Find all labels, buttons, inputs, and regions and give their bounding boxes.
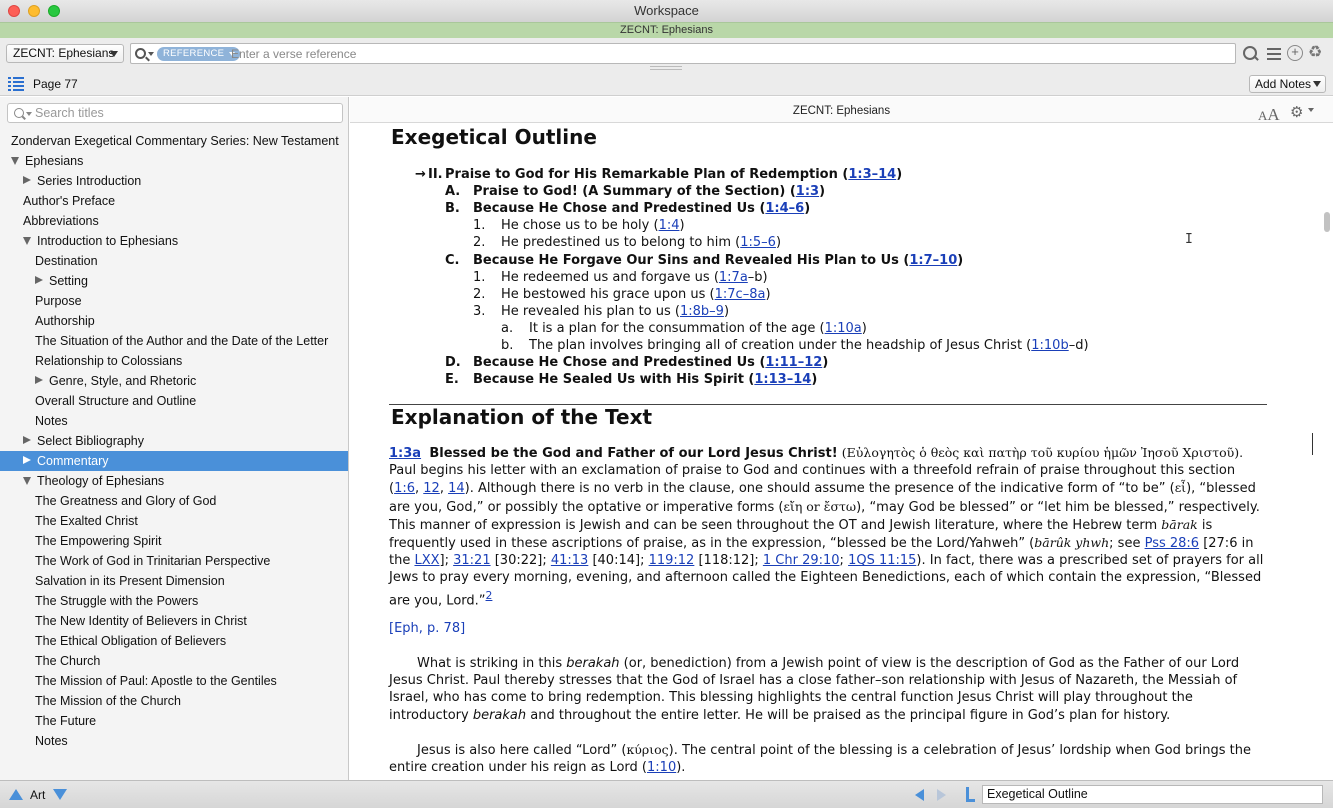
disclosure-open-icon[interactable] [23,237,31,245]
share-icon[interactable]: ♻ [1308,44,1323,61]
outline-text: Praise to God for His Remarkable Plan of Redemption (1:3–14) [445,167,903,182]
outline-marker: 1. [473,218,486,234]
footnote-link[interactable]: 2 [485,588,493,602]
outline-text: Praise to God! (A Summary of the Section) (1:3) [473,184,826,200]
sidebar-item-label: Purpose [35,294,82,308]
page-bar [0,72,1333,96]
outline-marker: D. [445,355,461,371]
sidebar-item[interactable] [0,631,349,651]
outline-text: He revealed his plan to us (1:8b–9) [501,303,730,319]
chevron-down-icon [110,51,118,57]
resource-select[interactable] [6,44,124,63]
sidebar-item[interactable] [0,551,349,571]
sidebar-item[interactable] [0,671,349,691]
reference-box [130,43,1236,64]
outline-marker: A. [445,184,461,200]
outline-ref-link[interactable]: 1:4–6 [765,201,805,217]
zoom-window-button[interactable] [48,5,60,17]
list-icon[interactable] [1265,45,1283,63]
outline-ref-link[interactable]: 1:13–14 [754,372,812,388]
outline-ref-link[interactable]: 1:8b–9 [679,303,724,319]
sidebar-item[interactable] [0,331,349,351]
ref-link[interactable]: 41:13 [550,553,589,569]
outline-text: It is a plan for the consummation of the age (1:10a) [529,320,867,336]
verse-reference-input[interactable] [231,45,1221,62]
outline-text: Because He Forgave Our Sins and Revealed His Plan to Us (1:7–10) [473,252,964,268]
search-resource-icon[interactable] [1242,45,1260,63]
outline-text: He redeemed us and forgave us (1:7a–b) [501,269,768,285]
sidebar-item[interactable] [0,151,349,171]
verse-link-1-3a[interactable]: 1:3a [389,446,422,461]
disclosure-open-icon[interactable] [23,477,31,485]
sidebar-item-label: The Mission of Paul: Apostle to the Gentiles [35,674,277,688]
outline-text: He predestined us to belong to him (1:5–6) [501,235,782,251]
ref-link[interactable]: 1QS 11:15 [848,553,917,569]
disclosure-closed-icon[interactable] [35,276,43,284]
status-bar [0,780,1333,808]
sidebar-item-label: Author's Preface [23,194,116,208]
sidebar-item-label: Overall Structure and Outline [35,394,197,408]
ref-link[interactable]: LXX [414,553,440,569]
font-size-icon[interactable]: AA [1258,105,1280,124]
add-notes-button[interactable] [1249,75,1326,93]
sidebar-item-label: The New Identity of Believers in Christ [35,614,247,628]
sidebar-item[interactable] [0,451,349,471]
sidebar [0,97,349,780]
outline-text: The plan involves bringing all of creation under the headship of Jesus Christ (1:10b–d) [529,338,1089,353]
outline-ref-link[interactable]: 1:7a [718,269,748,285]
sidebar-item[interactable] [0,251,349,271]
art-label: Art [30,788,46,802]
sidebar-item-label: The Exalted Christ [35,514,138,528]
sidebar-item[interactable] [0,491,349,511]
sidebar-item[interactable] [0,651,349,671]
outline-text: Because He Chose and Predestined Us (1:4–6) [473,201,811,217]
minimize-window-button[interactable] [28,5,40,17]
sidebar-item-label: The Mission of the Church [35,694,181,708]
outline-marker: 2. [473,235,486,251]
sidebar-item-label: The Church [35,654,101,668]
verse-text: Blessed be the God and Father of our Lord Jesus Christ! [429,446,838,461]
page-number: Page 77 [33,77,78,91]
outline-ref-link[interactable]: 1:3 [795,184,820,200]
outline-marker: b. [501,338,514,353]
sidebar-item-label: Notes [35,734,68,748]
sidebar-item-label: Zondervan Exegetical Commentary Series: New Testament [11,134,339,148]
outline-text: He chose us to be holy (1:4) [501,218,685,234]
chevron-down-icon [1313,81,1321,87]
current-location-arrow-icon: → [415,167,426,182]
mouse-cursor: I [1185,232,1193,247]
history-icon[interactable] [963,787,975,802]
sidebar-item[interactable] [0,431,349,451]
close-window-button[interactable] [8,5,20,17]
outline-marker: C. [445,252,460,268]
add-icon[interactable] [1286,45,1304,63]
outline-ref-link[interactable]: 1:3–14 [848,167,897,182]
explanation-heading: Explanation of the Text [391,405,653,429]
ref-link[interactable]: Pss 28:6 [1144,536,1200,552]
ref-link[interactable]: 31:21 [453,553,491,569]
outline-marker: a. [501,320,514,336]
content-pane [350,97,1333,780]
sidebar-item-label: Ephesians [25,154,84,168]
outline-ref-link[interactable]: 1:7–10 [909,252,958,268]
resource-title: ZECNT: Ephesians [792,105,891,117]
outline-ref-link[interactable]: 1:10b [1031,338,1069,353]
sidebar-item[interactable] [0,731,349,751]
scrollbar-thumb[interactable] [1324,212,1330,232]
chevron-down-icon [148,52,154,56]
sidebar-item-label: Theology of Ephesians [37,474,165,488]
outline-marker: II. [428,167,443,182]
title-search-box [7,103,343,123]
sidebar-item[interactable] [0,471,349,491]
outline-ref-link[interactable]: 1:11–12 [765,355,823,371]
greek-text: (Εὐλογητὸς ὁ θεὸς καὶ πατὴρ τοῦ κυρίου ἡμῶν Ἰησοῦ Χριστοῦ). [841,445,1244,460]
search-icon[interactable] [135,48,146,59]
location-field[interactable]: Exegetical Outline [982,785,1323,804]
outline-ref-link[interactable]: 1:7c–8a [714,286,766,302]
toc-tree [0,131,349,751]
toolbar [0,38,1333,72]
disclosure-closed-icon[interactable] [35,376,43,384]
chevron-down-icon [1308,108,1314,112]
sidebar-item-label: Genre, Style, and Rhetoric [49,374,197,388]
search-icon[interactable] [14,108,24,118]
sidebar-item[interactable] [0,531,349,551]
previous-art-icon[interactable] [9,789,23,800]
text-cursor [1312,433,1313,455]
add-notes-label: Add Notes [1255,77,1312,91]
sidebar-item-label: Commentary [37,454,109,468]
paragraph-1: 1:3a Blessed be the God and Father of our Lord Jesus Christ! (Εὐλογητὸς ὁ θεὸς καὶ πατὴρ τοῦ κυρίου ἡμῶν Ἰησοῦ Χριστοῦ). Paul begins his letter with an exclamation of praise to God and continues with a threefold refrain of praise throughout this section (1:6, 12, 14). Although there is no verb in the clause, one should assume the presence of the indicative form of “to be” (εἶ), “blessed are you, God,” or possibly the optative or imperative forms (εἴη or ἔστω), “may God be blessed” or “let him be blessed,” respectively. This manner of expression is Jewish and can be seen throughout the OT and Jewish literature, where the Hebrew term bārak is frequently used in these ascriptions of praise, as in the expression, “blessed be the Lord/Yahweh” (bārûk yhwh; see Pss 28:6 [27:6 in the LXX]; 31:21 [30:22]; 41:13 [40:14]; 119:12 [118:12]; 1 Chr 29:10; 1QS 11:15). In fact, there was a prescribed set of prayers for all Jews to pray every morning, evening, and afternoon called the Eighteen Benedictions, each of which contain the expression, “Blessed are you, Lord.”$^2$ [389,445,1264,608]
ref-link[interactable]: 12 [423,481,440,497]
outline-ref-link[interactable]: 1:10a [824,320,862,336]
window-title: Workspace [634,3,699,18]
title-bar [0,0,1333,22]
resource-select-label: ZECNT: Ephesians [13,46,115,60]
table-of-contents-icon[interactable] [8,77,24,91]
sidebar-item[interactable] [0,131,349,151]
ref-link[interactable]: 1:6 [394,481,415,497]
sidebar-item-label: The Work of God in Trinitarian Perspective [35,554,271,568]
resize-grip[interactable] [650,66,682,70]
panel-title: ZECNT: Ephesians [620,24,713,36]
sidebar-item-label: Salvation in its Present Dimension [35,574,225,588]
sidebar-item-label: Notes [35,414,68,428]
sidebar-item-label: Authorship [35,314,95,328]
sidebar-item-label: The Greatness and Glory of God [35,494,217,508]
sidebar-item[interactable] [0,691,349,711]
sidebar-item[interactable] [0,611,349,631]
disclosure-closed-icon[interactable] [23,176,31,184]
content-header [350,97,1333,123]
outline-marker: B. [445,201,460,217]
sidebar-item[interactable] [0,411,349,431]
sidebar-item-label: The Struggle with the Powers [35,594,199,608]
sidebar-item-label: Introduction to Ephesians [37,234,179,248]
disclosure-closed-icon[interactable] [23,456,31,464]
sidebar-item[interactable] [0,211,349,231]
outline-marker: 1. [473,269,486,285]
outline-text: Because He Sealed Us with His Spirit (1:13–14) [473,372,818,388]
sidebar-item[interactable] [0,511,349,531]
outline-text: He bestowed his grace upon us (1:7c–8a) [501,286,771,302]
sidebar-item[interactable] [0,591,349,611]
forward-arrow-icon[interactable] [937,789,946,801]
sidebar-item[interactable] [0,271,349,291]
panel-title-bar [0,22,1333,38]
back-arrow-icon[interactable] [915,789,924,801]
next-art-icon[interactable] [53,789,67,800]
sidebar-item[interactable] [0,571,349,591]
sidebar-item-label: Setting [49,274,88,288]
sidebar-item-label: The Situation of the Author and the Date of the Letter [35,334,329,348]
ref-link[interactable]: 14 [448,481,465,497]
sidebar-item-label: Destination [35,254,98,268]
outline-marker: 2. [473,286,486,302]
outline-marker: 3. [473,303,486,319]
disclosure-closed-icon[interactable] [23,436,31,444]
sidebar-item-label: Select Bibliography [37,434,145,448]
sidebar-item[interactable] [0,171,349,191]
outline-heading: Exegetical Outline [391,125,597,149]
sidebar-item[interactable] [0,231,349,251]
sidebar-item-label: The Ethical Obligation of Believers [35,634,227,648]
reference-type-pill[interactable]: REFERENCE [157,47,240,61]
sidebar-item[interactable] [0,311,349,331]
sidebar-item[interactable] [0,371,349,391]
ref-link[interactable]: 1:10 [647,760,677,776]
ref-link[interactable]: 119:12 [648,553,695,569]
sidebar-item-label: Abbreviations [23,214,99,228]
sidebar-item[interactable] [0,711,349,731]
chevron-down-icon [26,112,32,116]
sidebar-item-label: The Future [35,714,97,728]
outline-ref-link[interactable]: 1:5–6 [740,235,776,251]
ref-link[interactable]: 1 Chr 29:10 [762,553,840,569]
gear-icon[interactable]: ⚙ [1290,104,1304,121]
paragraph-2: What is striking in this berakah (or, benediction) from a Jewish point of view is the description of God as the Father of our Lord Jesus Christ. Paul thereby stresses that the God of Israel has a close father–son relationship with Jesus of Nazareth, the Messiah of Israel, who has come to bring redemption. This blessing highlights the central function Jesus Christ will play throughout the introductory berakah and throughout the entire letter. He will be praised as the principal figure in God’s plan for history. [389,656,1240,723]
paragraph-3: Jesus is also here called “Lord” (κύριος). The central point of the blessing is a celebration of Jesus’ lordship when God brings the entire creation under his reign as Lord (1:10). [389,742,1251,776]
vertical-scrollbar[interactable] [1321,123,1333,780]
sidebar-item[interactable] [0,351,349,371]
sidebar-item[interactable] [0,391,349,411]
disclosure-open-icon[interactable] [11,157,19,165]
outline-ref-link[interactable]: 1:4 [658,218,680,234]
sidebar-item-label: Relationship to Colossians [35,354,183,368]
sidebar-item-label: Series Introduction [37,174,142,188]
title-search-input[interactable] [35,105,335,121]
sidebar-item-label: The Empowering Spirit [35,534,162,548]
outline-marker: E. [445,372,459,388]
page-marker: [Eph, p. 78] [389,621,466,636]
sidebar-item[interactable] [0,191,349,211]
outline-text: Because He Chose and Predestined Us (1:11–12) [473,355,829,371]
sidebar-item[interactable] [0,291,349,311]
